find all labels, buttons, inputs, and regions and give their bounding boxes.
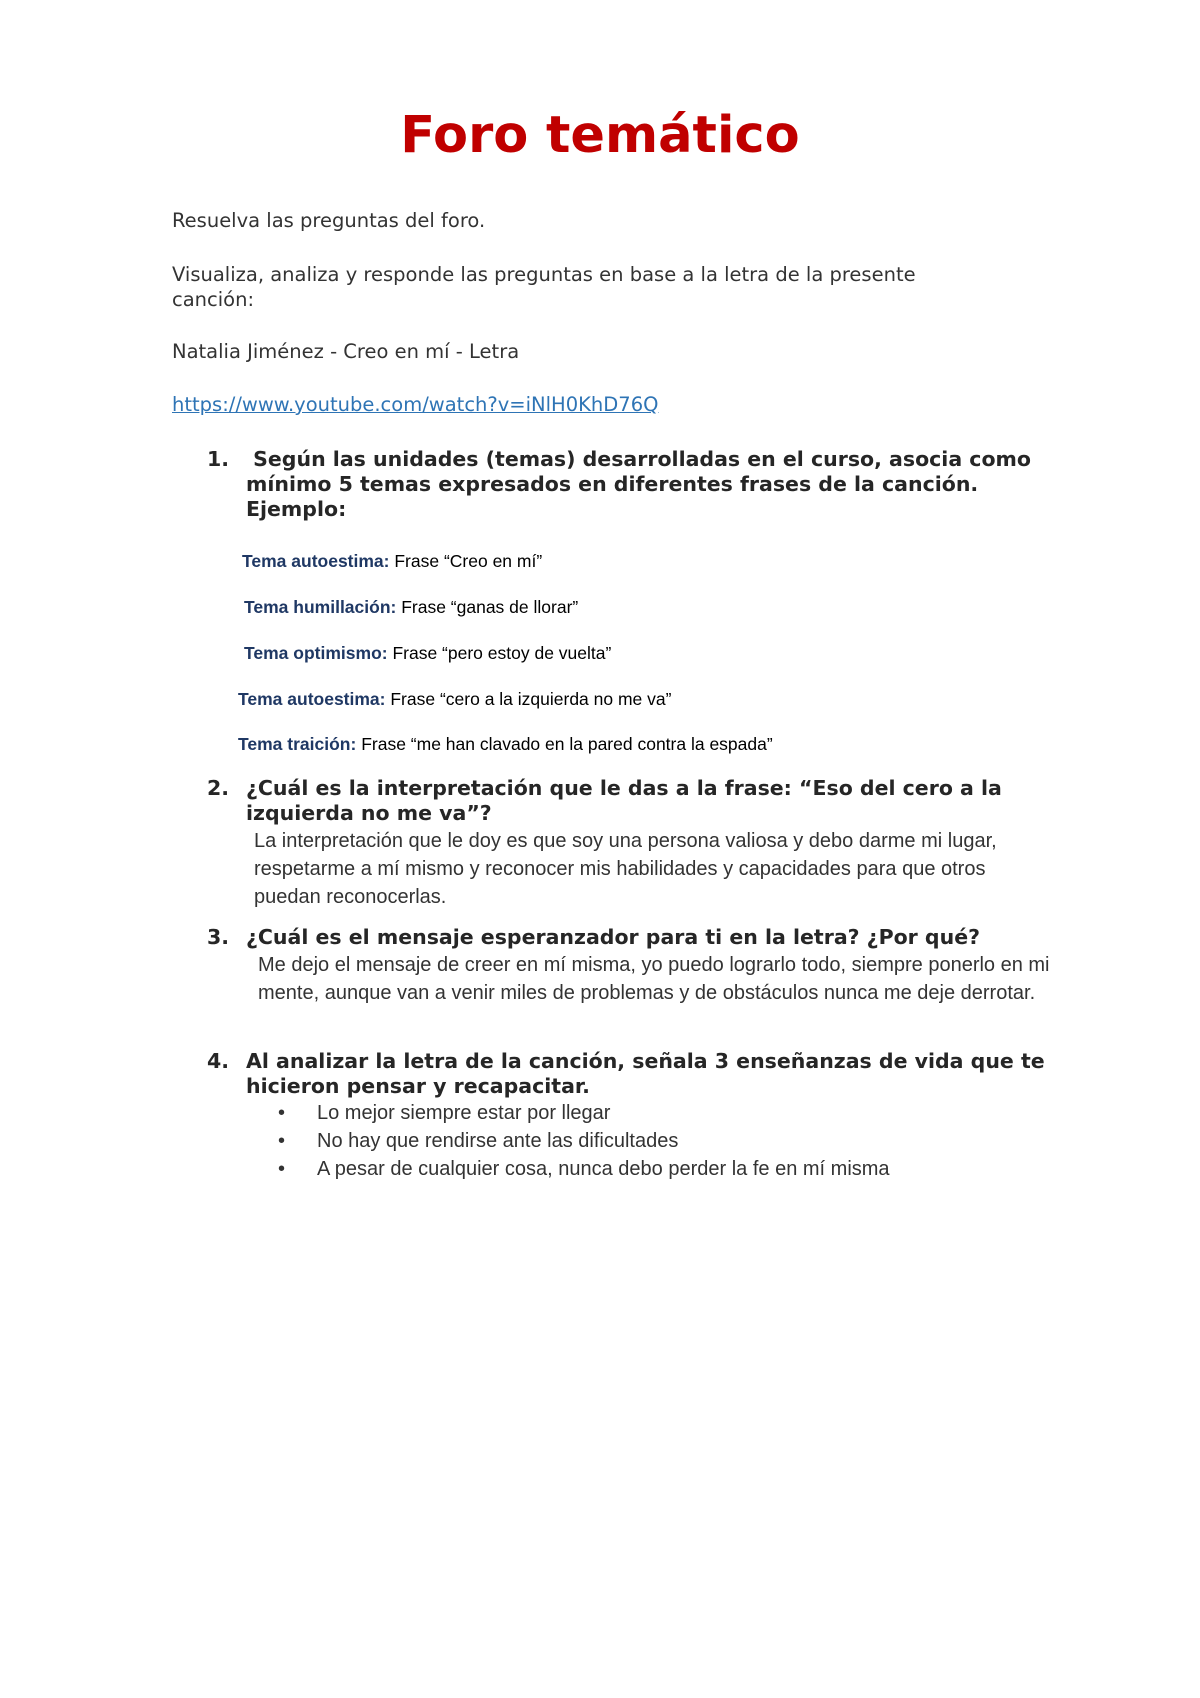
question-number: 1.	[207, 447, 230, 471]
list-item	[278, 1127, 678, 1155]
bullet-icon: •	[278, 1102, 286, 1124]
tema-label: Tema traición:	[238, 734, 357, 754]
question-number: 2.	[207, 776, 230, 800]
tema-phrase: Frase “Creo en mí”	[389, 551, 543, 571]
answer-2: La interpretación que le doy es que soy una persona valiosa y debo darme mi lugar, respetarme a mí mismo y reconocer mis habilidades y capacidades para que otros puedan reconocerlas.	[254, 830, 997, 908]
question-3	[207, 925, 1047, 950]
question-2	[207, 776, 1047, 826]
tema-label: Tema autoestima:	[238, 689, 386, 709]
instructions-line-2: canción:	[172, 288, 255, 311]
tema-label: Tema autoestima:	[242, 551, 390, 571]
tema-item	[242, 550, 542, 572]
tema-phrase: Frase “me han clavado en la pared contra la espada”	[356, 734, 773, 754]
bullet-icon: •	[278, 1130, 286, 1152]
list-item-text: Lo mejor siempre estar por llegar	[317, 1102, 611, 1124]
bullet-icon: •	[278, 1158, 286, 1180]
question-4	[207, 1049, 1047, 1099]
tema-phrase: Frase “pero estoy de vuelta”	[387, 643, 612, 663]
list-item-text: A pesar de cualquier cosa, nunca debo perder la fe en mí misma	[317, 1158, 890, 1180]
question-text: Según las unidades (temas) desarrolladas en el curso, asocia como mínimo 5 temas expresados en diferentes frases de la canción. Ejemplo:	[246, 447, 1039, 521]
intro-text: Resuelva las preguntas del foro.	[172, 209, 486, 232]
question-1	[207, 447, 1047, 522]
tema-phrase: Frase “ganas de llorar”	[396, 597, 579, 617]
question-text: Al analizar la letra de la canción, señala 3 enseñanzas de vida que te hicieron pensar y recapacitar.	[246, 1049, 1045, 1098]
answer-3: Me dejo el mensaje de creer en mí misma, yo puedo lograrlo todo, siempre ponerlo en mi mente, aunque van a venir miles de problemas y de obstáculos nunca me deje derrotar.	[258, 954, 1050, 1004]
instructions-line-1: Visualiza, analiza y responde las preguntas en base a la letra de la presente	[172, 263, 916, 286]
question-number: 3.	[207, 925, 230, 949]
tema-label: Tema humillación:	[244, 597, 397, 617]
question-text: ¿Cuál es el mensaje esperanzador para ti en la letra? ¿Por qué?	[246, 925, 980, 949]
list-item-text: No hay que rendirse ante las dificultades	[317, 1130, 679, 1152]
list-item	[278, 1099, 610, 1127]
list-item	[278, 1155, 890, 1183]
tema-item	[244, 596, 578, 618]
song-title: Natalia Jiménez - Creo en mí - Letra	[172, 340, 520, 363]
youtube-link[interactable]: https://www.youtube.com/watch?v=iNlH0KhD76Q	[172, 393, 659, 416]
page-title: Foro temático	[400, 106, 800, 165]
tema-item	[238, 688, 671, 710]
tema-item	[238, 733, 773, 755]
tema-phrase: Frase “cero a la izquierda no me va”	[385, 689, 672, 709]
question-text: ¿Cuál es la interpretación que le das a la frase: “Eso del cero a la izquierda no me va”?	[246, 776, 1002, 825]
question-number: 4.	[207, 1049, 230, 1073]
tema-item	[244, 642, 611, 664]
tema-label: Tema optimismo:	[244, 643, 388, 663]
